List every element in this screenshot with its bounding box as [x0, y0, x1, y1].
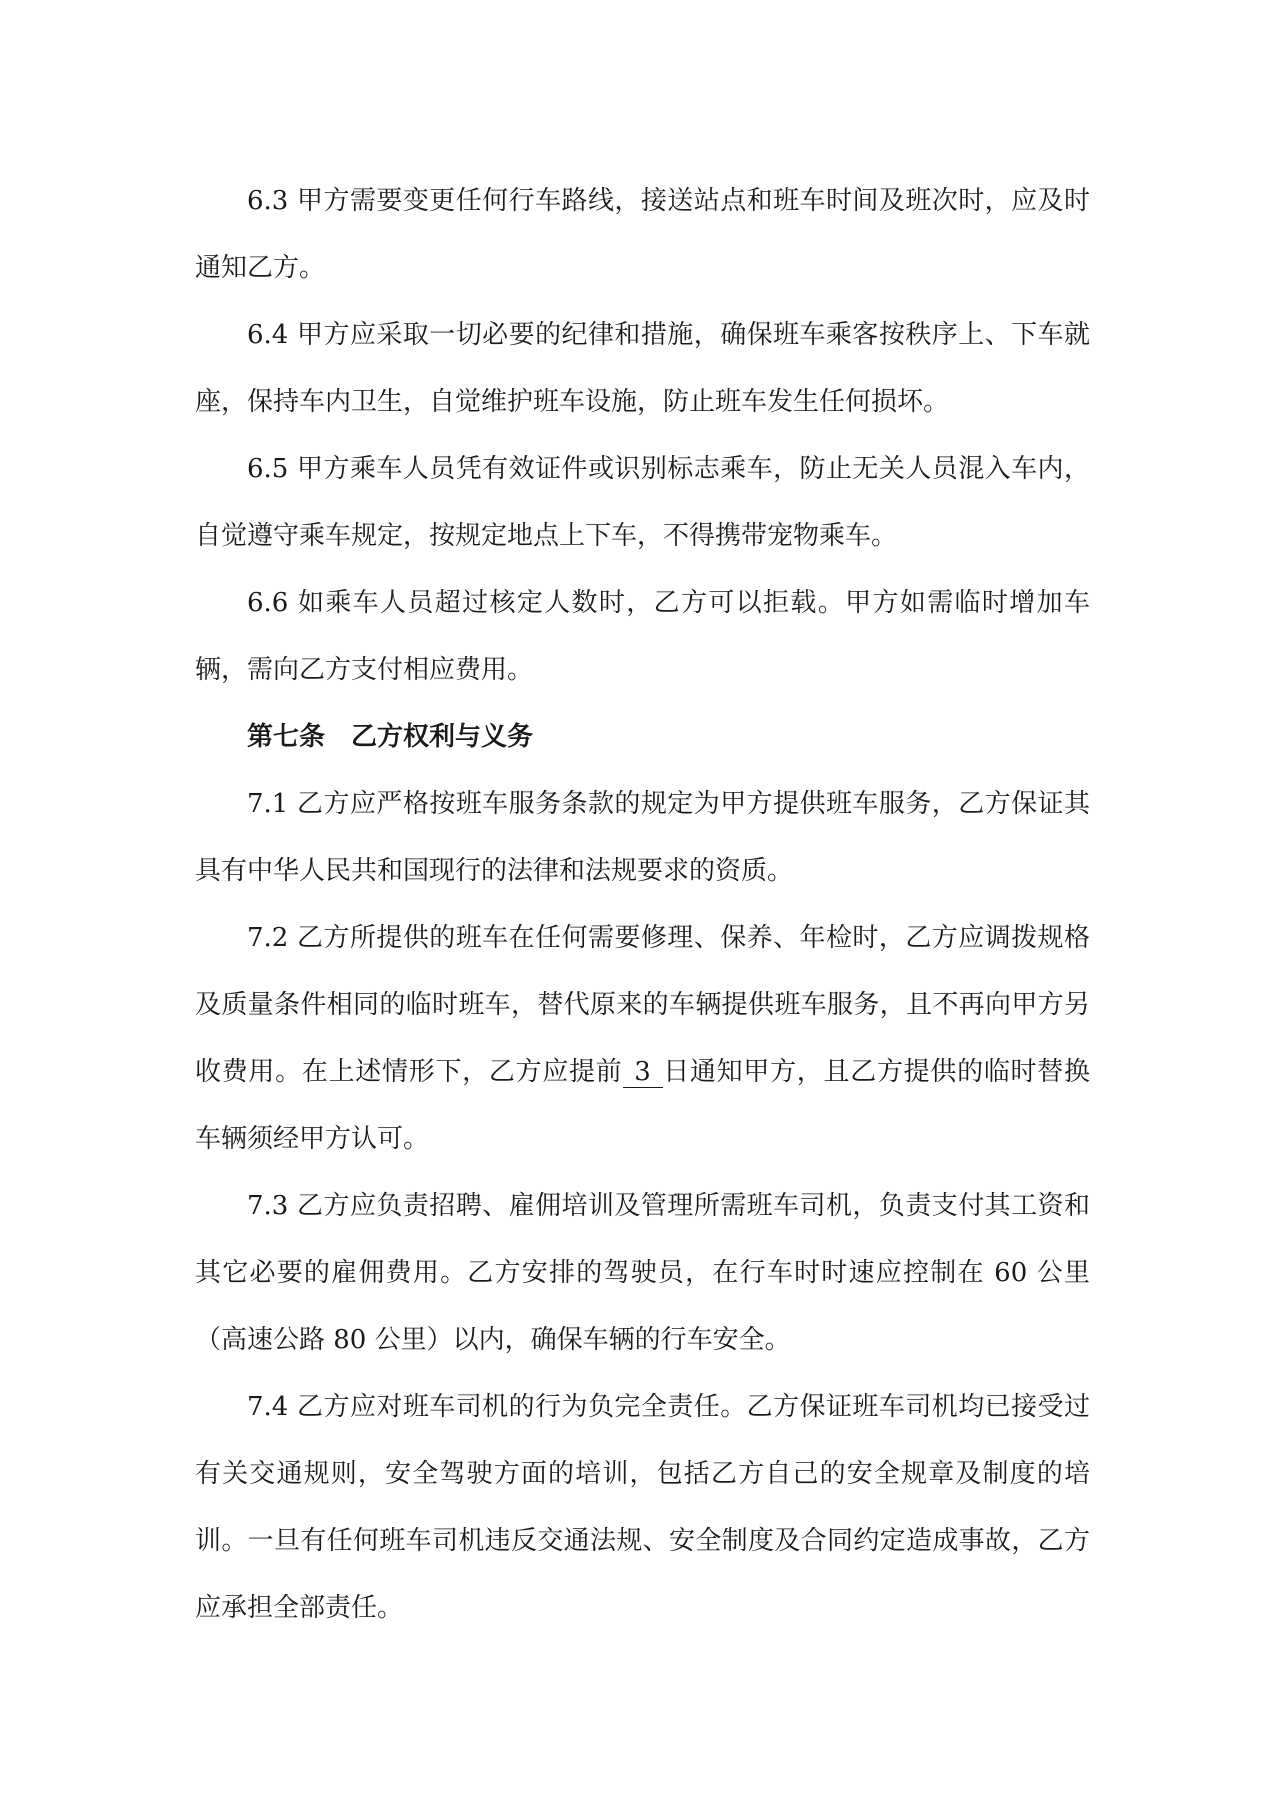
- clause-7-2-text-after: 日通知甲方，且乙方提供的临时替换车辆须经甲方认可。: [195, 1057, 1090, 1154]
- article-7-heading: 第七条 乙方权利与义务: [247, 722, 534, 752]
- clause-7-2: [195, 905, 1090, 1173]
- clause-6-3: 6.3 甲方需要变更任何行车路线，接送站点和班车时间及班次时，应及时通知乙方。: [195, 186, 1090, 283]
- clause-6-6: 6.6 如乘车人员超过核定人数时，乙方可以拒载。甲方如需临时增加车辆，需向乙方支付相应费用。: [195, 588, 1090, 685]
- clause-7-1: 7.1 乙方应严格按班车服务条款的规定为甲方提供班车服务，乙方保证其具有中华人民共和国现行的法律和法规要求的资质。: [195, 789, 1090, 886]
- document-page: [195, 168, 1090, 1642]
- notice-days-blank: 3: [623, 1057, 663, 1088]
- clause-7-3: 7.3 乙方应负责招聘、雇佣培训及管理所需班车司机，负责支付其工资和其它必要的雇佣费用。乙方安排的驾驶员，在行车时时速应控制在 60 公里（高速公路 80 公里）以内，确保车辆的行车安全。: [195, 1191, 1090, 1355]
- clause-6-4: 6.4 甲方应采取一切必要的纪律和措施，确保班车乘客按秩序上、下车就座，保持车内卫生，自觉维护班车设施，防止班车发生任何损坏。: [195, 320, 1090, 417]
- clause-7-4: 7.4 乙方应对班车司机的行为负完全责任。乙方保证班车司机均已接受过有关交通规则，安全驾驶方面的培训，包括乙方自己的安全规章及制度的培训。一旦有任何班车司机违反交通法规、安全制度及合同约定造成事故，乙方应承担全部责任。: [195, 1392, 1090, 1623]
- clause-6-5: 6.5 甲方乘车人员凭有效证件或识别标志乘车，防止无关人员混入车内，自觉遵守乘车规定，按规定地点上下车，不得携带宠物乘车。: [195, 454, 1090, 551]
- clause-7-2-text-before: 7.2 乙方所提供的班车在任何需要修理、保养、年检时，乙方应调拨规格及质量条件相同的临时班车，替代原来的车辆提供班车服务，且不再向甲方另收费用。在上述情形下，乙方应提前: [195, 923, 1090, 1087]
